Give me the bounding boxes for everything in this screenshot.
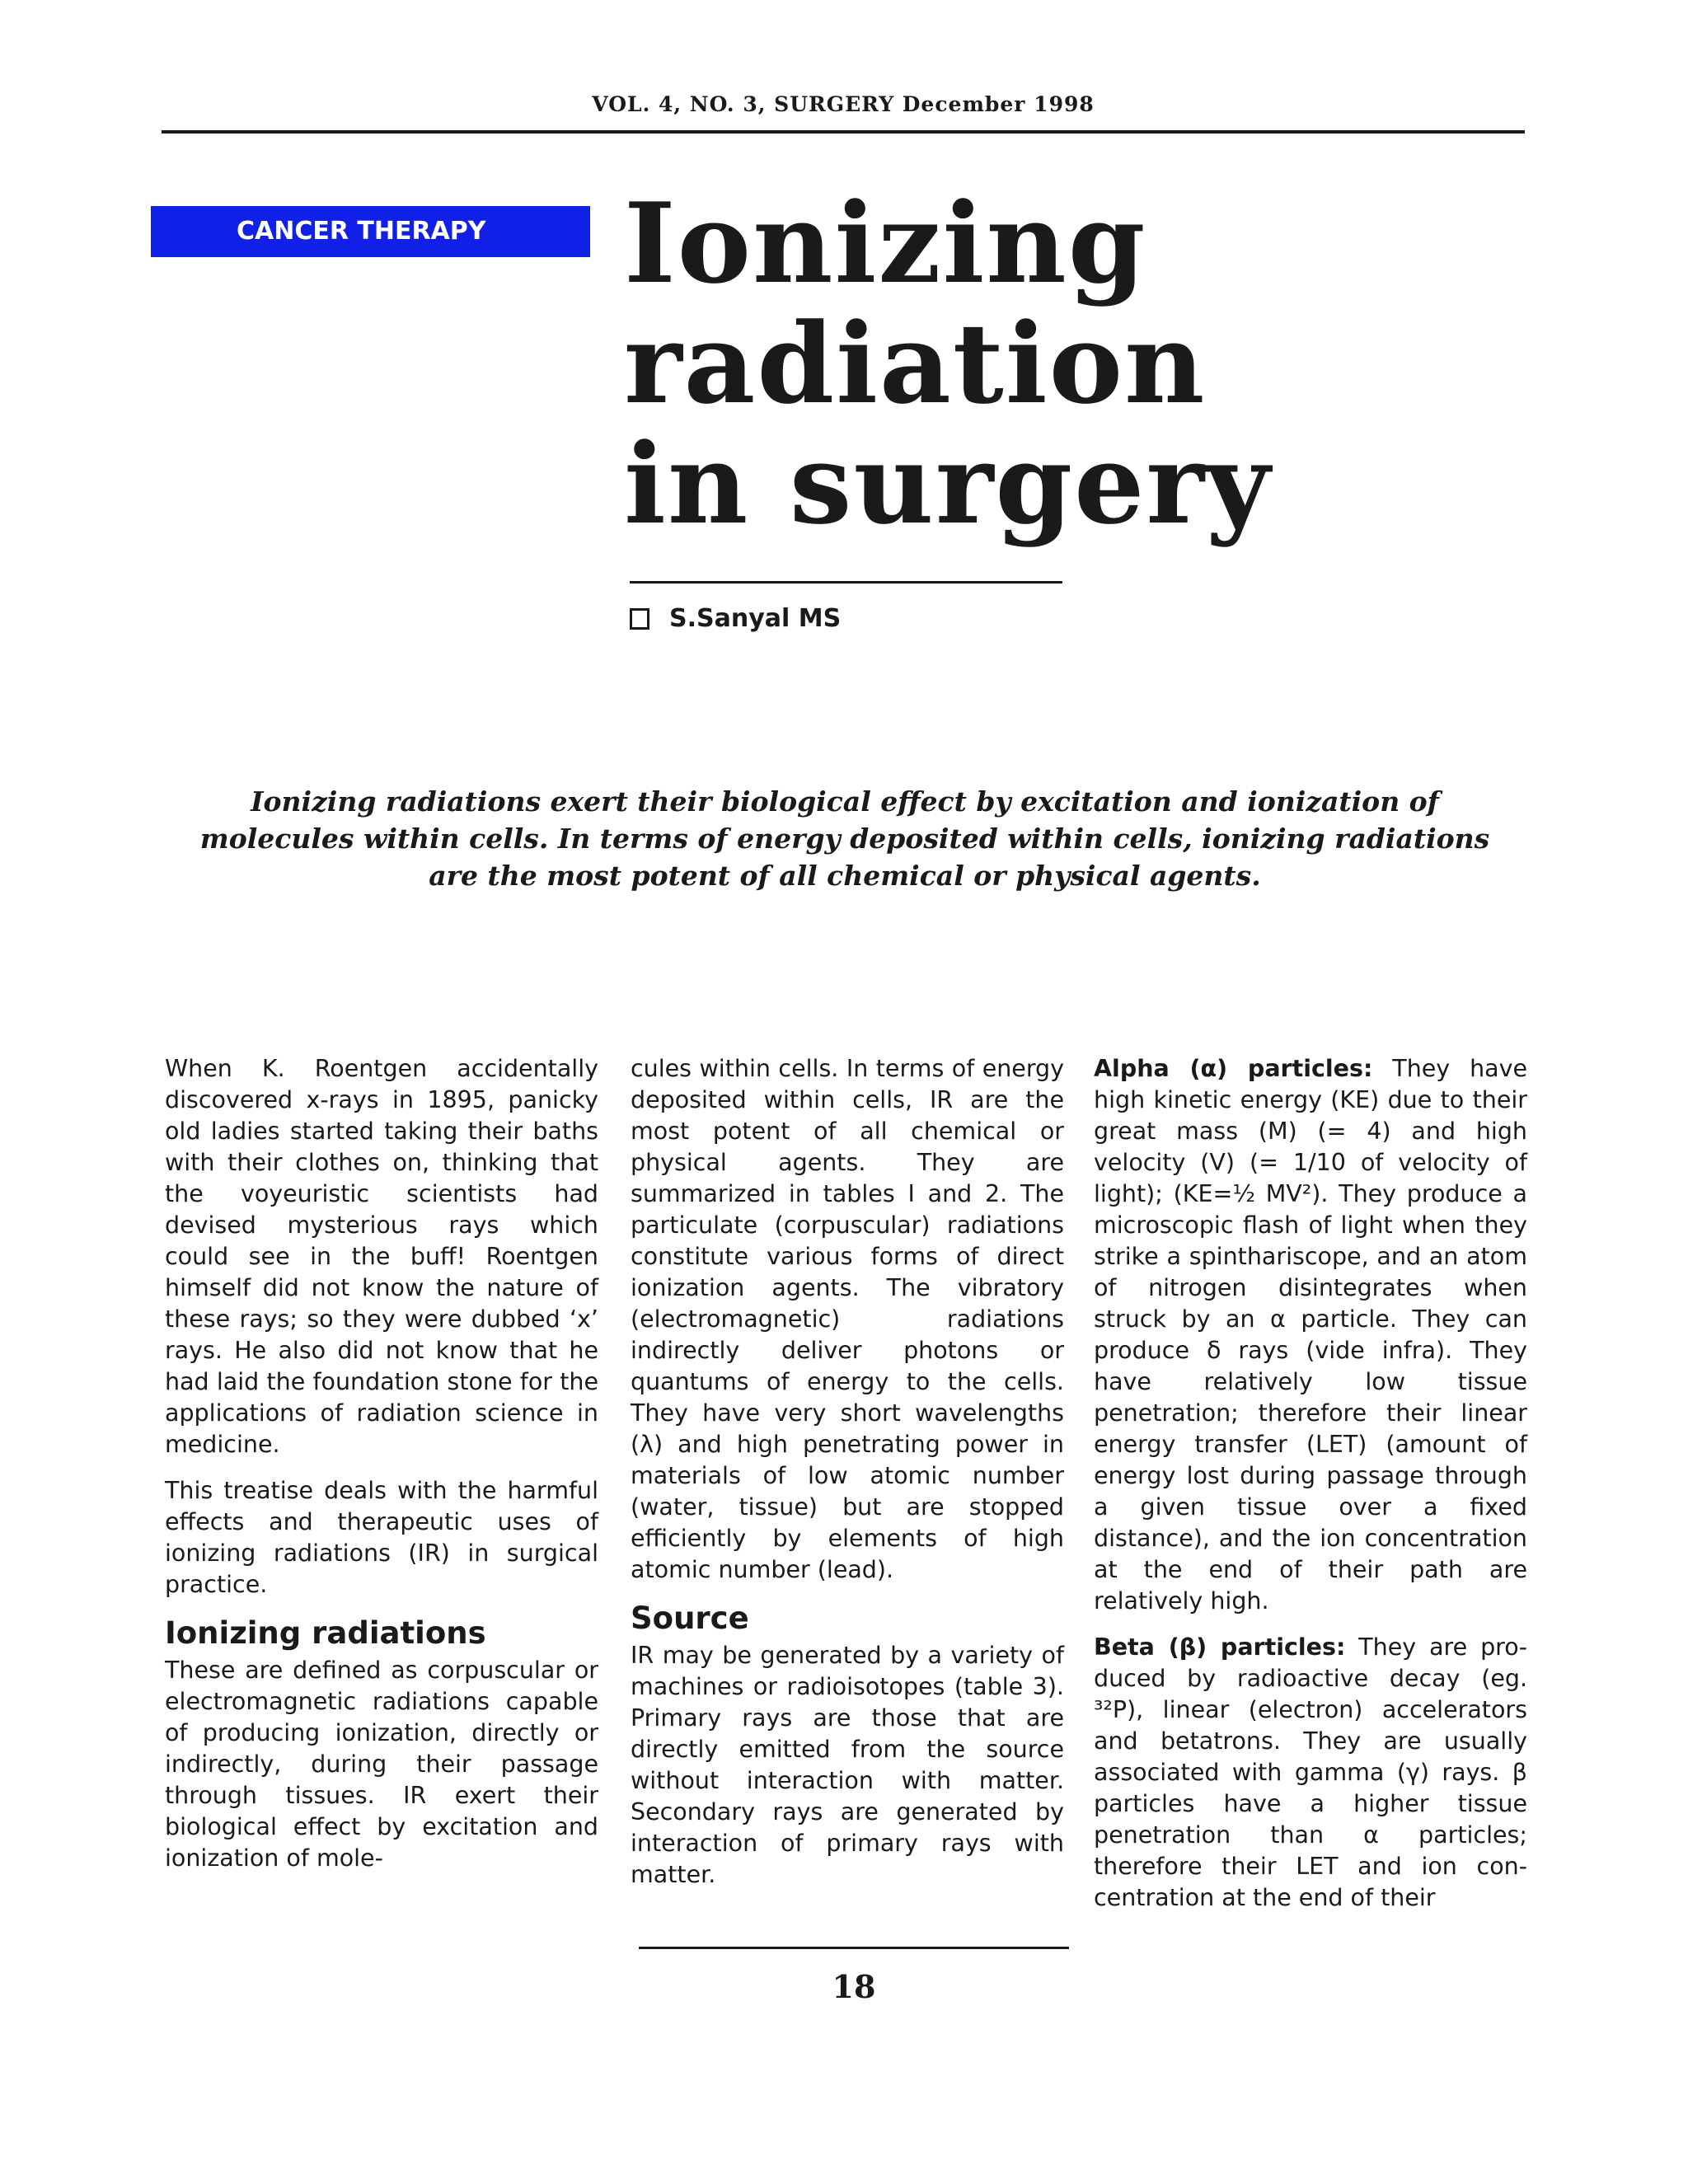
paragraph: This treatise deals with the harmful effects and therapeutic uses of ionizing radiations (IR) in surgical practice. bbox=[165, 1477, 598, 1598]
section-heading: Ionizing radiations bbox=[165, 1615, 486, 1651]
paragraph: IR may be generated by a variety of machines or radioisotopes (table 3). Primary rays are those that are directly emitted from the source without interaction with matter. Secondary rays are generated by interaction of primary rays with matter. bbox=[631, 1642, 1064, 1888]
footer-rule bbox=[639, 1947, 1069, 1949]
paragraph: When K. Roentgen accidentally discovered x-rays in 1895, panicky old ladies started taking their baths with their clothes on, thinking that the voyeuristic scientists had devised mysterious rays which could see in the buff! Roentgen himself did not know the nature of these rays; so they were dubbed ‘x’ rays. He also did not know that he had laid the foundation stone for the applications of radiation science in medicine. bbox=[165, 1055, 598, 1458]
box-bullet-icon bbox=[630, 608, 649, 630]
text-column-2 bbox=[631, 1053, 1064, 1905]
author-rule bbox=[630, 581, 1062, 583]
title-line-3: in surgery bbox=[624, 419, 1272, 549]
author-line bbox=[630, 604, 841, 633]
paragraph bbox=[1094, 1632, 1527, 1914]
text-column-1 bbox=[165, 1053, 598, 1889]
title-line-2: radiation bbox=[624, 298, 1207, 429]
run-in-heading: Beta (β) particles: bbox=[1094, 1633, 1346, 1661]
paragraph-text: They are produced by radioactive decay (eg. ³²P), linear (electron) accelerators and betatrons. They are usually associated with gamma (γ) rays. β particles have a higher tissue penetration than α particles; therefore their LET and ion concentration at the end of their bbox=[1094, 1633, 1527, 1911]
run-in-heading: Alpha (α) particles: bbox=[1094, 1055, 1373, 1082]
article-title bbox=[624, 178, 1272, 549]
paragraph-text: They have high kinetic energy (KE) due to their great mass (M) (= 4) and high velocity (V) (= 1/10 of velocity of light); (KE=½ MV²). They produce a microscopic flash of light when they strike a spinthariscope, and an atom of nitrogen disintegrates when struck by an α particle. They can produce δ rays (vide infra). They have relatively low tissue penetration; therefore their linear energy transfer (LET) (amount of energy lost during passage through a given tissue over a fixed distance), and the ion concentration at the end of their path are relatively high. bbox=[1094, 1055, 1527, 1615]
header-rule bbox=[162, 130, 1525, 134]
paragraph: These are defined as corpuscular or electromagnetic radiations capable of producing ionization, directly or indirectly, during their passage through tissues. IR exert their biological effect by excitation and ionization of mole- bbox=[165, 1657, 598, 1872]
text-column-3 bbox=[1094, 1053, 1527, 1929]
title-line-1: Ionizing bbox=[624, 178, 1147, 308]
author-name: S.Sanyal MS bbox=[669, 604, 842, 633]
abstract: Ionizing radiations exert their biological effect by excitation and ionization of molecules within cells. In terms of energy deposited within cells, ionizing radiations are the most potent of all chemical or physical agents. bbox=[199, 785, 1490, 892]
paragraph bbox=[1094, 1053, 1527, 1617]
section-tag: CANCER THERAPY bbox=[151, 206, 590, 257]
paragraph: cules within cells. In terms of energy deposited within cells, IR are the most potent of all chemical or physical agents. They are summarized in tables I and 2. The particulate (corpuscular) radiations constitute various forms of direct ionization agents. The vibratory (electromagnetic) radiations indirectly deliver photons or quantums of energy to the cells. They have very short wavelengths (λ) and high penetrating power in materials of low atomic number (water, tissue) but are stopped efficiently by elements of high atomic number (lead). bbox=[631, 1055, 1064, 1583]
section-heading: Source bbox=[631, 1601, 749, 1636]
page-number: 18 bbox=[832, 1968, 876, 2005]
journal-header: VOL. 4, NO. 3, SURGERY December 1998 bbox=[592, 92, 1095, 116]
